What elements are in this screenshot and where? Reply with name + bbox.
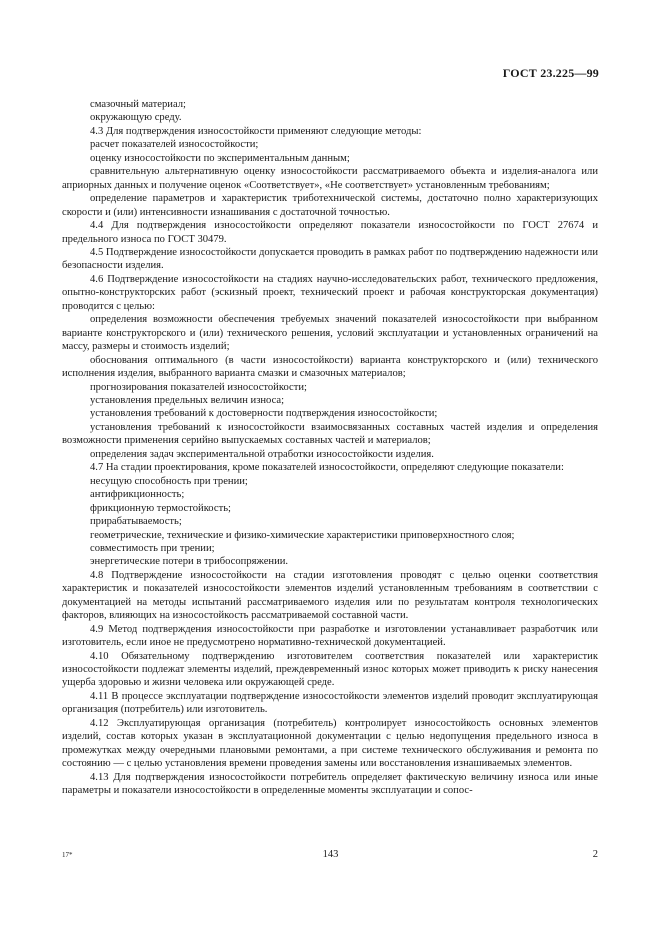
paragraph: несущую способность при трении; — [90, 475, 248, 487]
paragraph: совместимость при трении; — [90, 542, 215, 554]
paragraph: сравнительную альтернативную оценку износостойкости рассматриваемого объекта и изделия-аналога или априорных данных и получение оценок «Соответствует», «Не соответствует» установленным требованиям; — [62, 166, 598, 191]
paragraph: 4.6 Подтверждение износостойкости на стадиях научно-исследовательских работ, технического предложения, опытно-конструкторских работ (эскизный проект, технический проект и рабочая конструкторская документация) проводится с целью: — [62, 273, 598, 312]
paragraph: установления предельных величин износа; — [90, 394, 285, 406]
paragraph: 4.7 На стадии проектирования, кроме показателей износостойкости, определяют следующие показатели: — [90, 462, 564, 474]
paragraph: 4.5 Подтверждение износостойкости допускается проводить в рамках работ по подтверждению надежности или безопасности изделия. — [62, 246, 598, 272]
paragraph: оценку износостойкости по экспериментальным данным; — [90, 152, 350, 164]
paragraph: 4.13 Для подтверждения износостойкости потребитель определяет фактическую величину износа или иные параметры и показатели износостойкости в определенные моменты эксплуатации и сопос- — [62, 771, 598, 797]
paragraph: 4.12 Эксплуатирующая организация (потребитель) контролирует износостойкость основных элементов изделий, состав которых указан в эксплуатационной документации с целью недопущения предельного износа в промежутках между очередными плановыми ремонтами, а при системе технического обслуживания и ремонта по состоянию — с целью установления времени проведения замены или восстановления изнашиваемых элементов. — [62, 717, 598, 770]
body-text — [62, 98, 598, 798]
paragraph: расчет показателей износостойкости; — [90, 139, 259, 151]
paragraph: определение параметров и характеристик триботехнической системы, достаточно полно характеризующих скорости и (или) интенсивности изнашивания с достаточной точностью. — [62, 193, 598, 218]
footer-sheet-number: 2 — [592, 849, 598, 860]
footer-sheet-mark: 17* — [62, 851, 73, 859]
paragraph: 4.11 В процессе эксплуатации подтверждение износостойкости элементов изделий проводит эксплуатирующая организация (потребитель) или изготовитель. — [62, 690, 598, 716]
paragraph: фрикционную термостойкость; — [90, 502, 231, 514]
page-number: 143 — [322, 849, 339, 860]
paragraph: прогнозирования показателей износостойкости; — [90, 381, 307, 393]
paragraph: антифрикционность; — [90, 489, 185, 501]
paragraph: прирабатываемость; — [90, 516, 182, 528]
paragraph: 4.4 Для подтверждения износостойкости определяют показатели износостойкости по ГОСТ 27674 и предельного износа по ГОСТ 30479. — [62, 220, 598, 245]
paragraph: энергетические потери в трибосопряжении. — [90, 556, 289, 568]
paragraph: 4.9 Метод подтверждения износостойкости при разработке и изготовлении устанавливает разработчик или изготовитель, если иное не предусмотрено нормативно-технической документацией. — [62, 623, 598, 649]
paragraph: определения возможности обеспечения требуемых значений показателей износостойкости при выбранном варианте конструкторского и (или) технического решения, условий эксплуатации и установленных ограничений на массу, размеры и стоимость изделий; — [62, 314, 598, 353]
paragraph: окружающую среду. — [90, 112, 182, 124]
paragraph: установления требований к достоверности подтверждения износостойкости; — [90, 408, 438, 420]
standard-code-header: ГОСТ 23.225—99 — [502, 66, 599, 80]
paragraph: геометрические, технические и физико-химические характеристики приповерхностного слоя; — [90, 529, 515, 541]
paragraph: обоснования оптимального (в части износостойкости) варианта конструкторского и (или) технического исполнения изделия, выбранного варианта смазки и смазочных материалов; — [62, 354, 598, 380]
paragraph: 4.10 Обязательному подтверждению изготовителем соответствия показателей или характеристик износостойкости подлежат элементы изделий, преждевременный износ которых может приводить к риску нанесения ущерба здоровью и жизни человека или окружающей среде. — [62, 650, 598, 689]
paragraph: 4.8 Подтверждение износостойкости на стадии изготовления проводят с целью оценки соответствия характеристик и показателей износостойкости элементов изделий установленным требованиям в соответствии с документацией на методы испытаний рассматриваемого изделия или по результатам контроля технологических факторов, влияющих на износостойкость рассматриваемой составной части. — [62, 569, 598, 622]
paragraph: установления требований к износостойкости взаимосвязанных составных частей изделия и определения возможности применения серийно выпускаемых составных частей и материалов; — [62, 421, 598, 447]
paragraph: 4.3 Для подтверждения износостойкости применяют следующие методы: — [90, 125, 422, 137]
paragraph: определения задач экспериментальной отработки износостойкости изделия. — [90, 448, 434, 460]
paragraph: смазочный материал; — [90, 99, 186, 110]
